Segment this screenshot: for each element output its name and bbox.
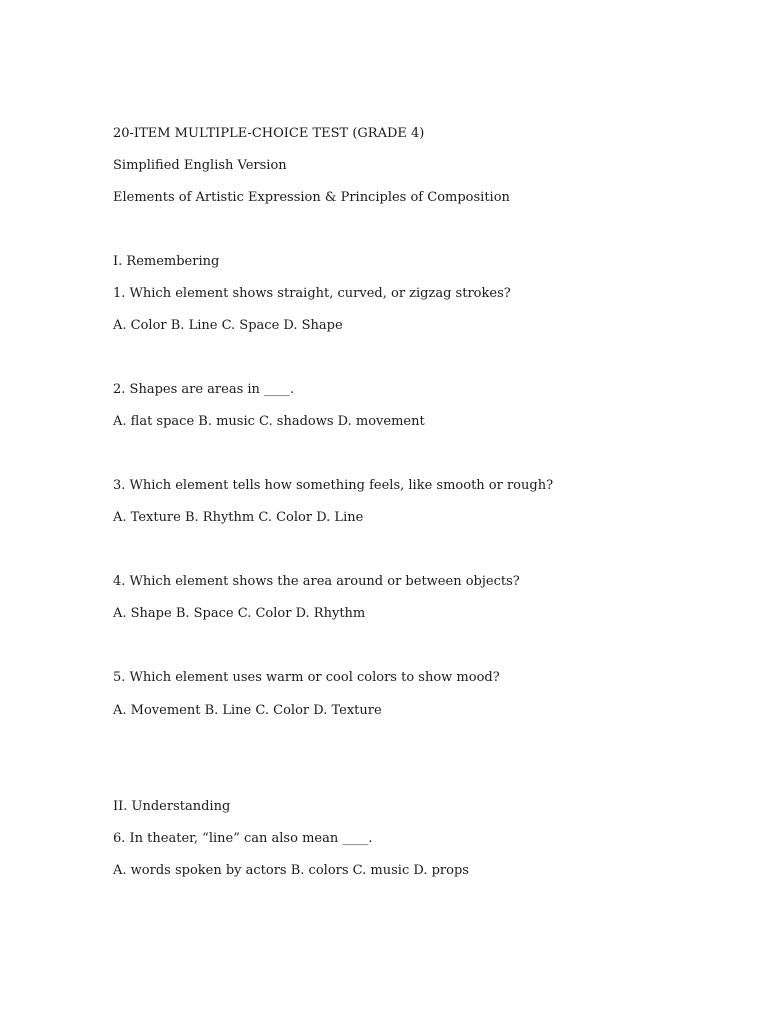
section-heading-remembering: I. Remembering [113, 254, 220, 269]
question-2-text: 2. Shapes are areas in ____. [113, 382, 295, 397]
question-5-choices: A. Movement B. Line C. Color D. Texture [113, 703, 382, 718]
section-heading-understanding: II. Understanding [113, 799, 231, 814]
question-3-choices: A. Texture B. Rhythm C. Color D. Line [113, 510, 364, 525]
question-4-choices: A. Shape B. Space C. Color D. Rhythm [113, 606, 366, 621]
question-4-text: 4. Which element shows the area around or between objects? [113, 574, 520, 589]
question-3-text: 3. Which element tells how something feels, like smooth or rough? [113, 478, 554, 493]
question-6-choices: A. words spoken by actors B. colors C. music D. props [113, 863, 469, 878]
document-title: 20-ITEM MULTIPLE-CHOICE TEST (GRADE 4) [113, 126, 425, 141]
question-6-text: 6. In theater, “line” can also mean ____. [113, 831, 373, 846]
question-2-choices: A. flat space B. music C. shadows D. movement [113, 414, 425, 429]
question-1-text: 1. Which element shows straight, curved, or zigzag strokes? [113, 286, 511, 301]
question-5-text: 5. Which element uses warm or cool colors to show mood? [113, 670, 500, 685]
document-subtitle: Elements of Artistic Expression & Principles of Composition [113, 190, 510, 205]
document-version: Simplified English Version [113, 158, 287, 173]
question-1-choices: A. Color B. Line C. Space D. Shape [113, 318, 343, 333]
